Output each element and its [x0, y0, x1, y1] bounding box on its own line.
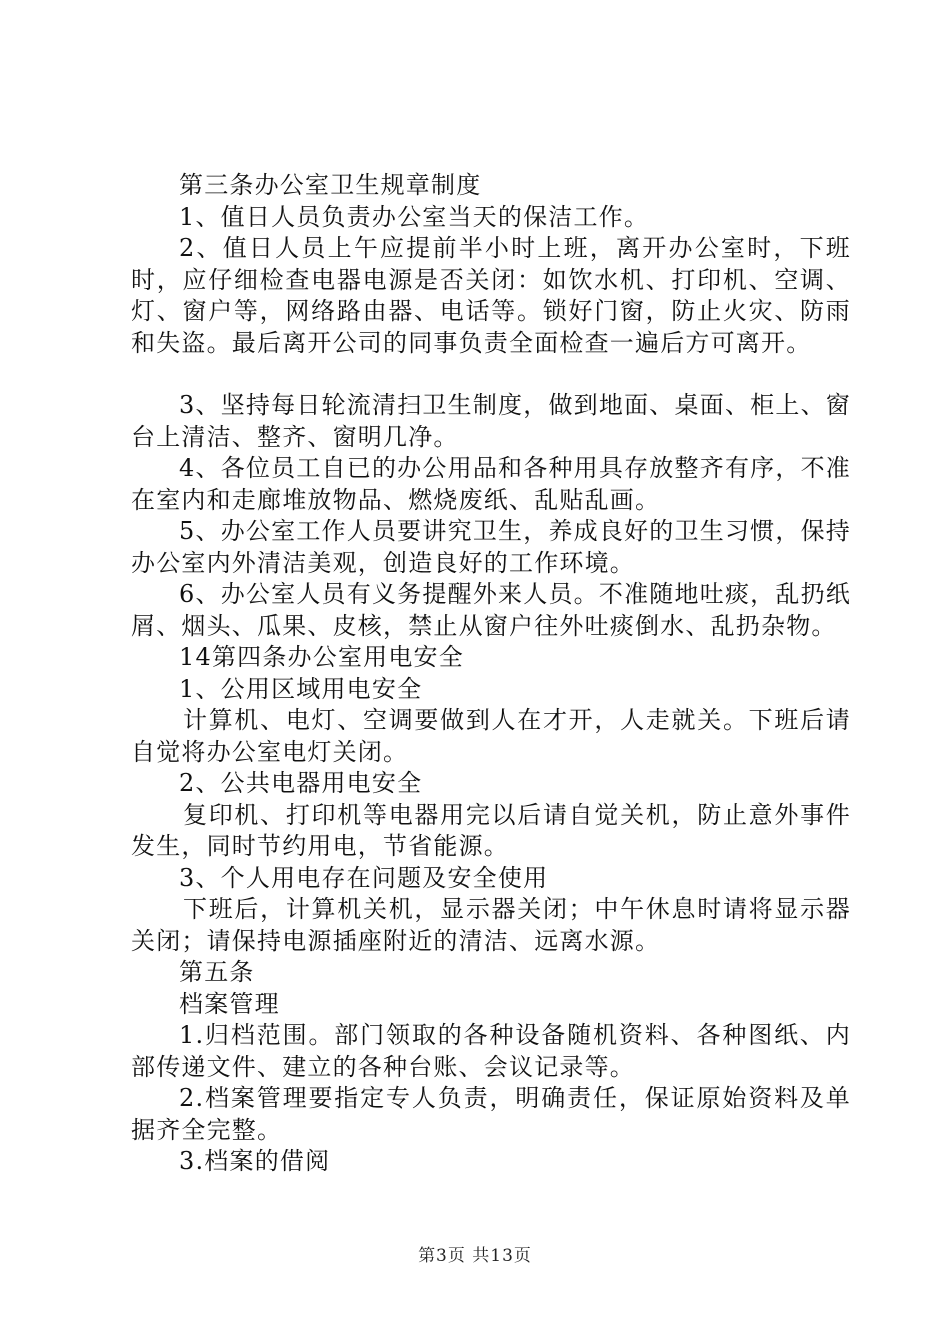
subheading: 2、公共电器用电安全	[179, 769, 423, 797]
paragraph: 5、办公室工作人员要讲究卫生，养成良好的卫生习惯，保持办公室内外清洁美观，创造良好的工作环境。	[131, 517, 851, 577]
subheading: 1、公用区域用电安全	[179, 674, 423, 703]
paragraph: 2.档案管理要指定专人负责，明确责任，保证原始资料及单据齐全完整。	[131, 1084, 851, 1144]
section-title: 档案管理	[179, 989, 280, 1018]
paragraph: 3、坚持每日轮流清扫卫生制度，做到地面、桌面、柜上、窗台上清洁、整齐、窗明几净。	[131, 391, 851, 451]
paragraph: 4、各位员工自已的办公用品和各种用具存放整齐有序，不准在室内和走廊堆放物品、燃烧废纸、乱贴乱画。	[131, 454, 851, 514]
section-heading-3: 第三条办公室卫生规章制度	[179, 171, 482, 199]
paragraph: 1、值日人员负责办公室当天的保洁工作。	[179, 202, 650, 231]
section-heading-4: 14第四条办公室用电安全	[179, 643, 464, 671]
subheading: 3、个人用电存在问题及安全使用	[179, 863, 549, 892]
paragraph: 6、办公室人员有义务提醒外来人员。不准随地吐痰，乱扔纸屑、烟头、瓜果、皮核，禁止从窗户往外吐痰倒水、乱扔杂物。	[131, 580, 851, 640]
paragraph: 下班后，计算机关机，显示器关闭；中午休息时请将显示器关闭；请保持电源插座附近的清洁、远离水源。	[131, 895, 851, 955]
paragraph: 计算机、电灯、空调要做到人在才开，人走就关。下班后请自觉将办公室电灯关闭。	[131, 706, 851, 766]
document-body	[131, 170, 851, 1178]
paragraph: 1.归档范围。部门领取的各种设备随机资料、各种图纸、内部传递文件、建立的各种台账、会议记录等。	[131, 1021, 851, 1081]
page-number-footer: 第3页 共13页	[418, 1246, 532, 1266]
section-heading-5: 第五条	[179, 958, 255, 986]
paragraph: 复印机、打印机等电器用完以后请自觉关机，防止意外事件发生，同时节约用电，节省能源。	[131, 800, 851, 860]
paragraph: 3.档案的借阅	[179, 1147, 331, 1175]
paragraph: 2、值日人员上午应提前半小时上班，离开办公室时，下班时，应仔细检查电器电源是否关闭：如饮水机、打印机、空调、灯、窗户等，网络路由器、电话等。锁好门窗，防止火灾、防雨和失盗。最后离开公司的同事负责全面检查一遍后方可离开。	[131, 234, 851, 357]
